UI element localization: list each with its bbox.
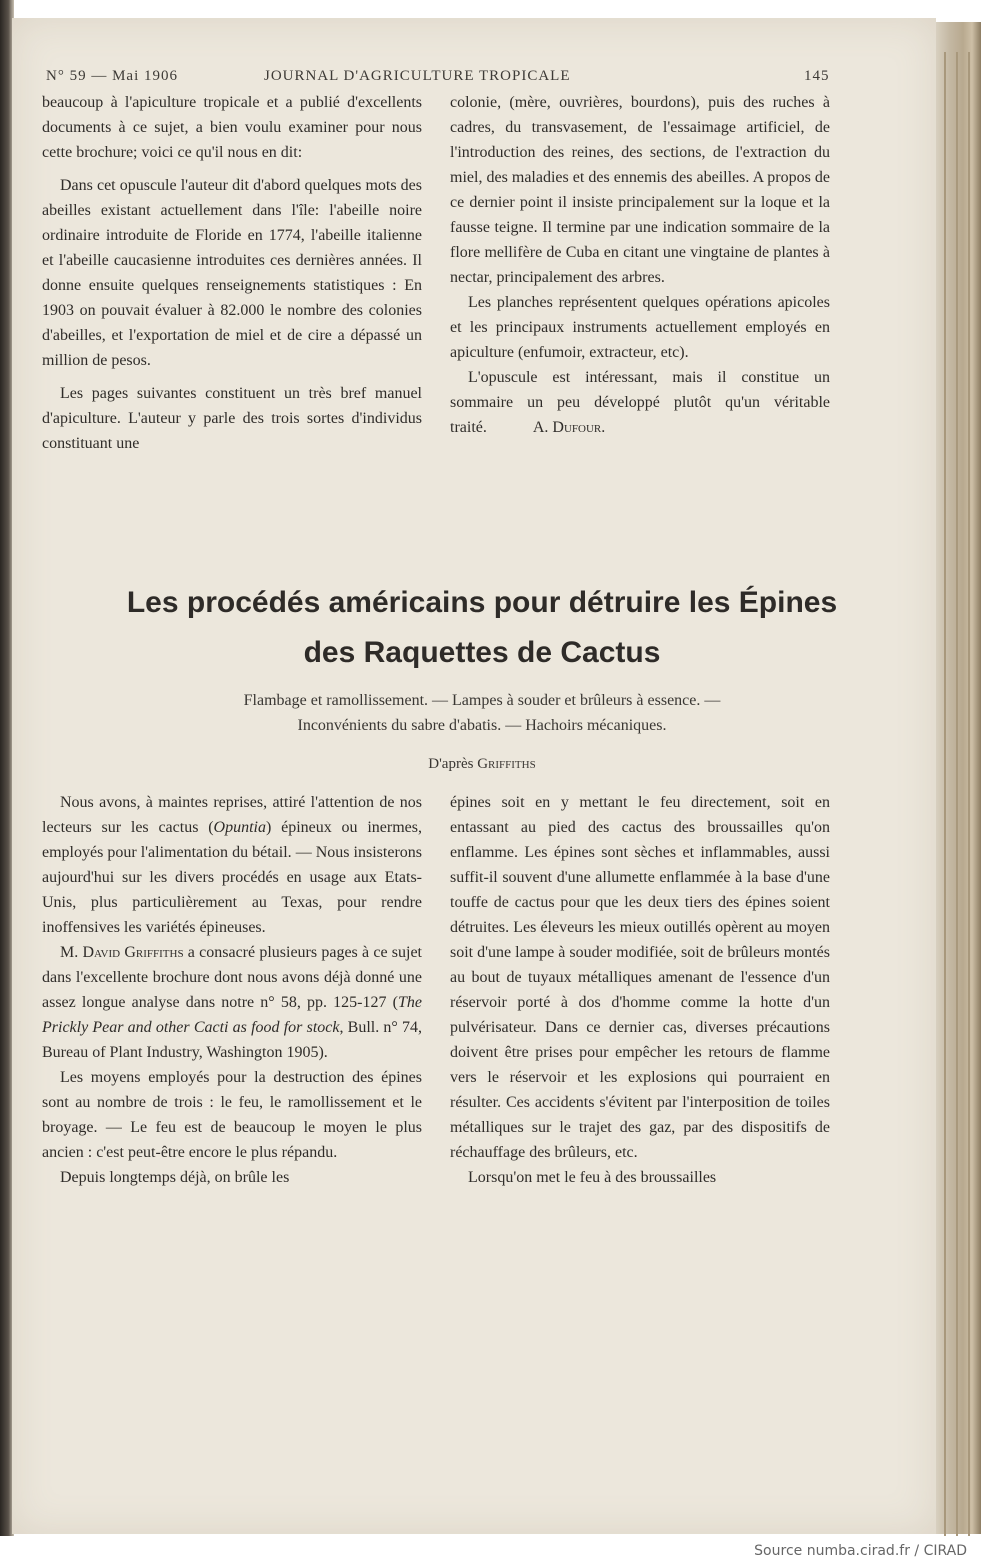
paragraph: Les planches représentent quelques opérations apicoles et les principaux instruments actuellement employés en apiculture (enfumoir, extracteur, etc). — [450, 294, 830, 361]
bottom-left-column — [42, 790, 422, 1190]
article-byline: D'après Griffiths — [428, 756, 536, 772]
article-subtitle-line-1: Flambage et ramollissement. — Lampes à souder et brûleurs à essence. — — [243, 692, 721, 709]
issue-label: N° 59 — Mai 1906 — [46, 68, 178, 84]
paragraph: Les pages suivantes constituent un très bref manuel d'apiculture. L'auteur y parle des trois sortes d'individus constituant une — [42, 385, 422, 452]
page-edge-stack — [936, 22, 981, 1534]
article-title-line-1: Les procédés américains pour détruire les Épines — [126, 586, 838, 619]
page-number: 145 — [804, 68, 830, 84]
top-margin — [0, 0, 981, 20]
top-right-column — [450, 90, 830, 440]
journal-title: JOURNAL D'AGRICULTURE TROPICALE — [264, 68, 571, 84]
paragraph: Dans cet opuscule l'auteur dit d'abord quelques mots des abeilles existant actuellement dans l'île: l'abeille noire ordinaire introduite de Floride en 1774, l'abeille italienne et l'abeille caucasienne introduites ces dernières années. Il donne ensuite quelques renseignements statistiques : En 1903 on pouvait évaluer à 82.000 le nombre des colonies d'abeilles, et l'exportation de miel et de cire a dépassé un million de pesos. — [42, 177, 422, 369]
paragraph: M. David Griffiths a consacré plusieurs pages à ce sujet dans l'excellente brochure dont nous avons déjà donné une assez longue analyse dans notre n° 58, pp. 125-127 (The Prickly Pear and other Cacti as food for stock, Bull. n° 74, Bureau of Plant Industry, Washington 1905). — [42, 944, 422, 1061]
bottom-right-column — [450, 790, 830, 1190]
paragraph: colonie, (mère, ouvrières, bourdons), puis des ruches à cadres, du transvasement, de l'essaimage artificiel, de l'introduction des reines, des sections, de l'extraction du miel, des maladies et des ennemis des abeilles. A propos de ce dernier point il insiste principalement sur la loque et la fausse teigne. Il termine par une indication sommaire de la flore mellifère de Cuba en citant une vingtaine de plantes à nectar, principalement des arbres. — [450, 94, 830, 286]
author-signature: A. Dufour. — [532, 419, 606, 436]
paragraph: Depuis longtemps déjà, on brûle les — [60, 1169, 290, 1186]
paragraph: beaucoup à l'apiculture tropicale et a publié d'excellents documents à ce sujet, a bien voulu examiner pour nous cette brochure; voici ce qu'il nous en dit: — [42, 94, 422, 161]
paragraph: L'opuscule est intéressant, mais il constitue un sommaire un peu développé plutôt qu'un véritable traité. A. Dufour. — [450, 369, 830, 436]
paragraph: épines soit en y mettant le feu directement, soit en entassant au pied des cactus des broussailles qu'on enflamme. Les épines sont sèches et inflammables, aussi suffit-il souvent d'une allumette enflammée à la base d'une touffe de cactus pour que les deux tiers des épines soient détruites. Les éleveurs les mieux outillés opèrent au moyen soit d'une lampe à souder modifiée, soit de brûleurs montés au bout de tuyaux métalliques amenant de l'essence d'un réservoir porté à dos d'homme comme la hotte d'un pulvérisateur. Dans ce dernier cas, diverses précautions doivent être prises pour empêcher les retours de flamme vers le réservoir et les explosions qui pourraient en résulter. Ces accidents s'évitent par l'interposition de toiles métalliques sur le trajet des gaz, par des dispositifs de réchauffage des brûleurs, etc. — [450, 794, 830, 1161]
scanned-page — [12, 18, 936, 1534]
article-title-line-2: des Raquettes de Cactus — [303, 636, 661, 669]
article-subtitle-line-2: Inconvénients du sabre d'abatis. — Hachoirs mécaniques. — [297, 717, 667, 734]
source-credit: Source numba.cirad.fr / CIRAD — [754, 1543, 967, 1559]
top-left-column — [42, 90, 422, 456]
paragraph: Nous avons, à maintes reprises, attiré l'attention de nos lecteurs sur les cactus (Opuntia) épineux ou inermes, employés pour l'alimentation du bétail. — Nous insisterons aujourd'hui sur les divers procédés en usage aux Etats-Unis, plus particulièrement au Texas, pour rendre inoffensives les variétés épineuses. — [42, 794, 422, 936]
paragraph: Lorsqu'on met le feu à des broussailles — [468, 1169, 717, 1186]
source-footer — [0, 1536, 981, 1566]
paragraph: Les moyens employés pour la destruction des épines sont au nombre de trois : le feu, le ramollissement et le broyage. — Le feu est de beaucoup le moyen le plus ancien : c'est peut-être encore le plus répandu. — [42, 1069, 422, 1161]
byline-author: Griffiths — [477, 756, 536, 772]
